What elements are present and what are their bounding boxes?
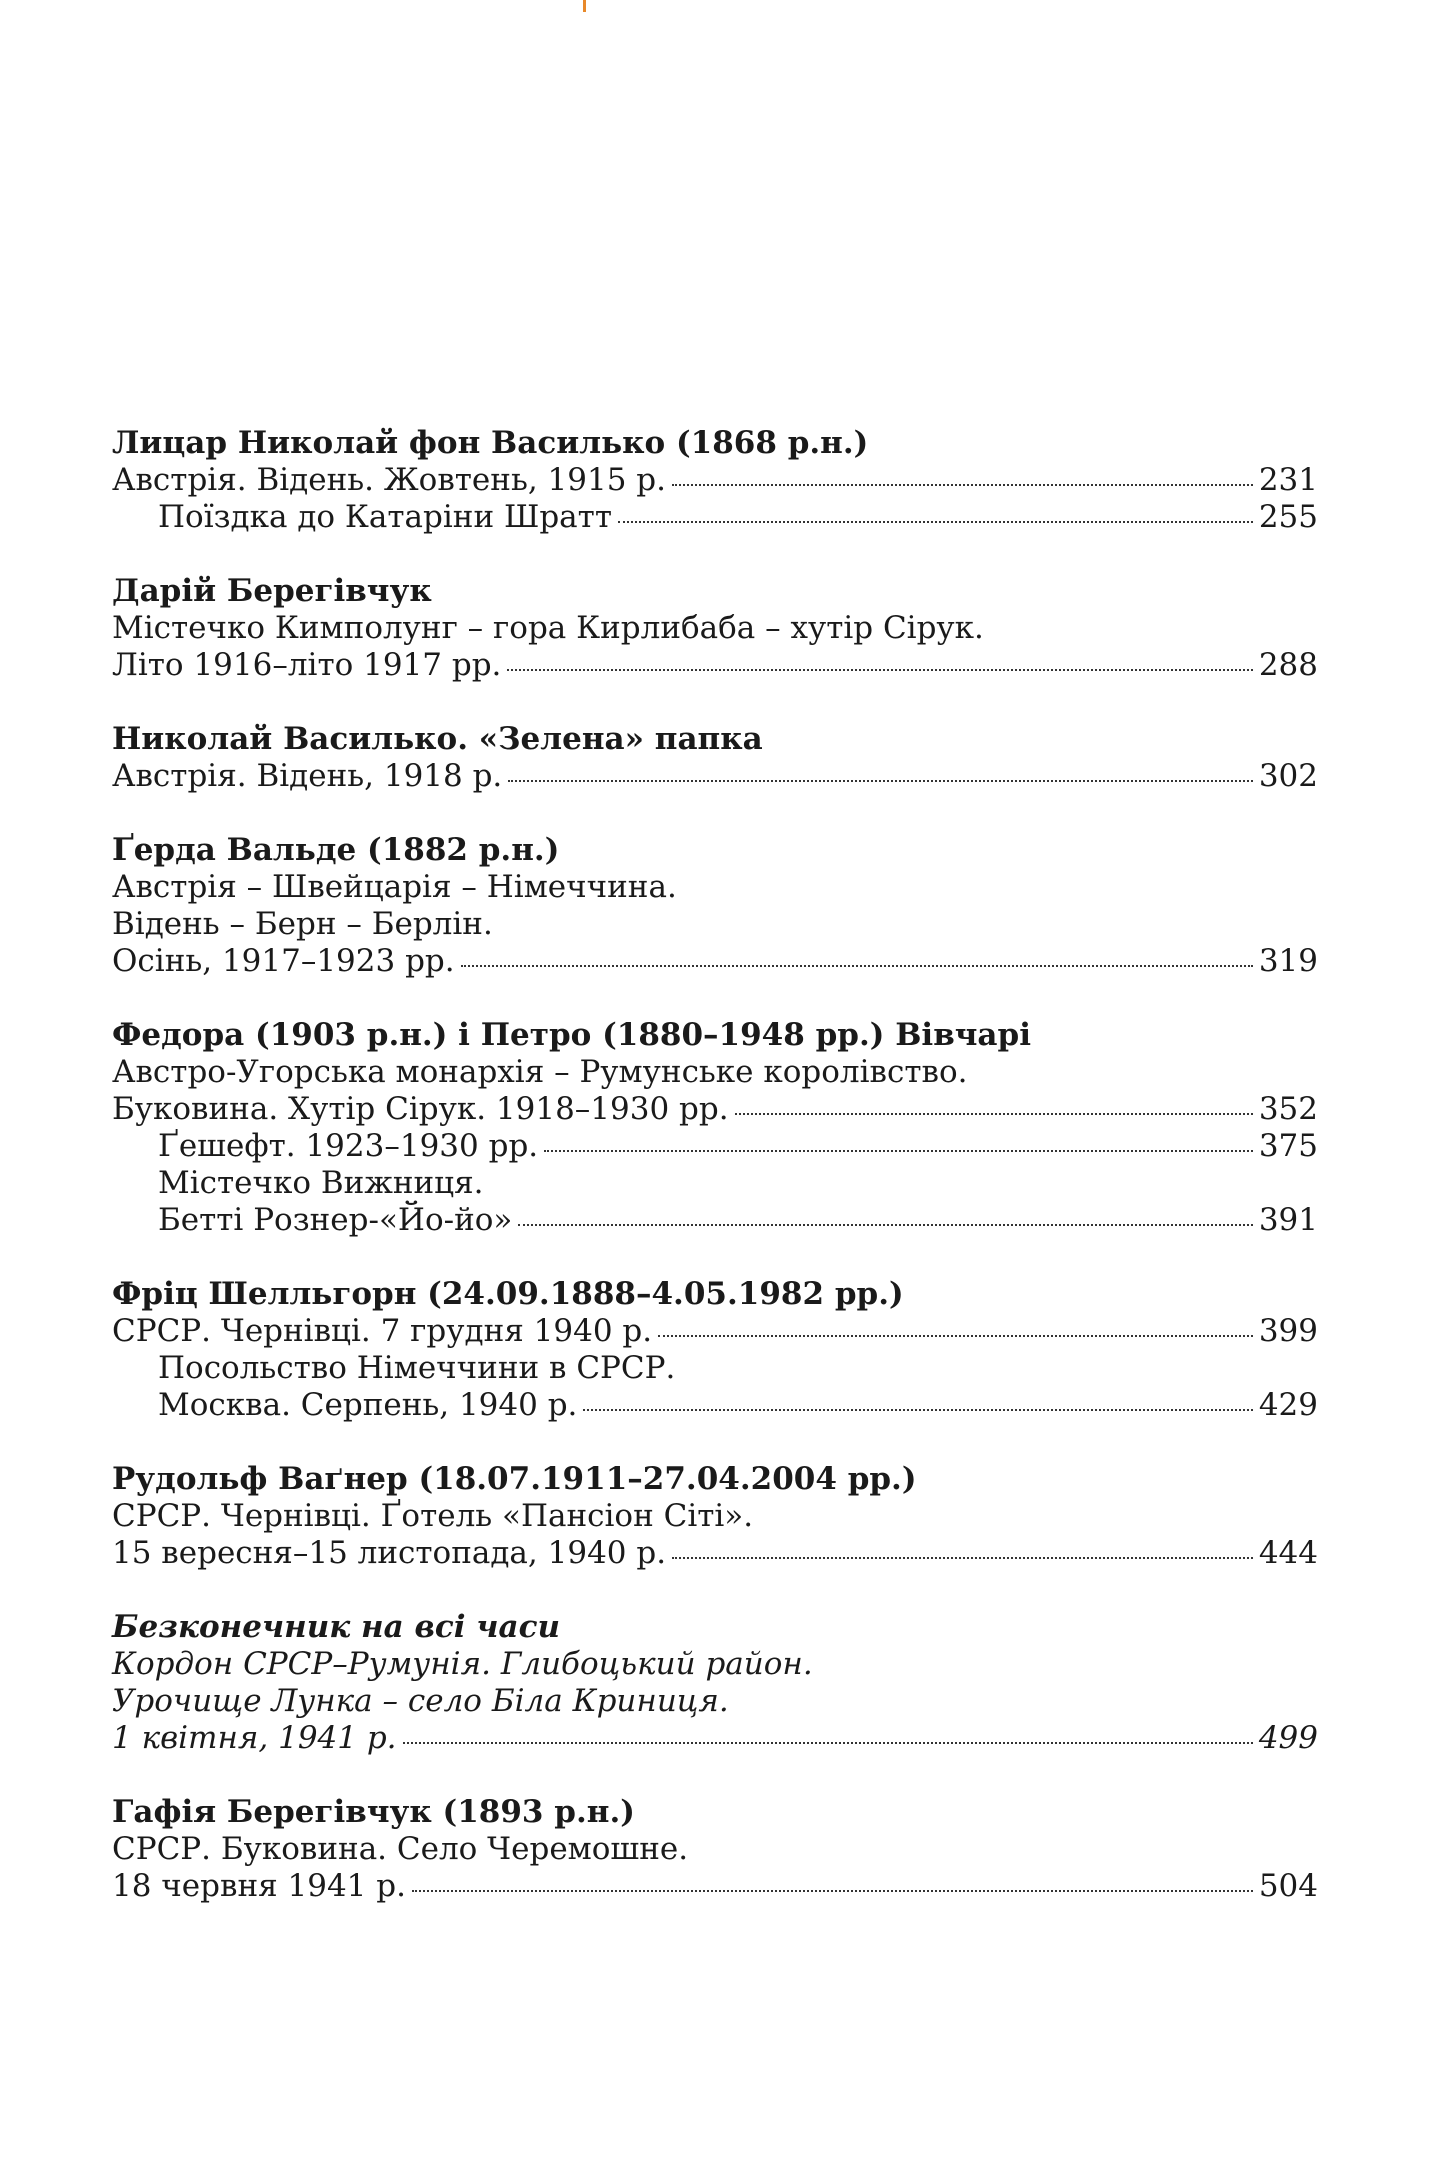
page-number: 399 <box>1258 1313 1318 1349</box>
toc-entry-title: Безконечник на всі часи <box>112 1609 560 1645</box>
orange-page-mark <box>583 0 586 12</box>
toc-line <box>112 1091 1318 1128</box>
toc-line-text: СРСР. Чернівці. Ґотель «Пансіон Сіті». <box>112 1498 754 1534</box>
toc-entry <box>112 1017 1318 1239</box>
dot-leader <box>518 1224 1252 1226</box>
toc-line <box>112 1683 1318 1720</box>
toc-line-text: Бетті Рознер-«Йо-йо» <box>158 1202 513 1238</box>
toc-line <box>112 1720 1318 1757</box>
page-number: 429 <box>1258 1387 1318 1423</box>
toc-entry-title: Федора (1903 р.н.) і Петро (1880–1948 рр.) Вівчарі <box>112 1017 1031 1053</box>
toc-entry <box>112 1794 1318 1905</box>
toc-line <box>112 1498 1318 1535</box>
toc-line <box>112 1831 1318 1868</box>
toc-entry <box>112 425 1318 536</box>
toc-line <box>112 1868 1318 1905</box>
toc-line <box>112 758 1318 795</box>
toc-line <box>112 1165 1318 1202</box>
toc-line <box>112 943 1318 980</box>
toc-entry <box>112 1609 1318 1757</box>
toc-line <box>112 1202 1318 1239</box>
toc-line <box>112 869 1318 906</box>
toc-entry <box>112 832 1318 980</box>
toc-line <box>112 647 1318 684</box>
dot-leader <box>412 1890 1253 1892</box>
toc-line-text: 15 вересня–15 листопада, 1940 р. <box>112 1535 667 1571</box>
dot-leader <box>508 780 1253 782</box>
page-number: 288 <box>1258 647 1318 683</box>
toc-line <box>112 1387 1318 1424</box>
toc-line-text: Літо 1916–літо 1917 рр. <box>112 647 502 683</box>
dot-leader <box>658 1335 1253 1337</box>
toc-entry-title: Гафія Берегівчук (1893 р.н.) <box>112 1794 635 1830</box>
toc-line-text: Осінь, 1917–1923 рр. <box>112 943 455 979</box>
page-number: 352 <box>1258 1091 1318 1127</box>
dot-leader <box>544 1150 1253 1152</box>
page-number: 504 <box>1258 1868 1318 1904</box>
toc-entry <box>112 721 1318 795</box>
dot-leader <box>672 1557 1253 1559</box>
toc-line <box>112 1313 1318 1350</box>
toc-line-text: Австрія. Відень, 1918 р. <box>112 758 503 794</box>
toc-line <box>112 1535 1318 1572</box>
dot-leader <box>507 669 1252 671</box>
toc-line <box>112 1350 1318 1387</box>
toc-line-text: Австрія. Відень. Жовтень, 1915 р. <box>112 462 666 498</box>
toc-line-text: Урочище Лунка – село Біла Криниця. <box>112 1683 729 1719</box>
toc-entry-title: Фріц Шелльгорн (24.09.1888–4.05.1982 рр.) <box>112 1276 904 1312</box>
toc-line-text: Буковина. Хутір Сірук. 1918–1930 рр. <box>112 1091 729 1127</box>
toc-line <box>112 462 1318 499</box>
toc-line-text: 1 квітня, 1941 р. <box>112 1720 397 1756</box>
toc-line-text: Поїздка до Катаріни Шратт <box>158 499 612 535</box>
toc-line-text: Посольство Німеччини в СРСР. <box>158 1350 676 1386</box>
toc-line-text: Відень – Берн – Берлін. <box>112 906 493 942</box>
toc-line-text: Австрія – Швейцарія – Німеччина. <box>112 869 677 905</box>
page-number: 375 <box>1258 1128 1318 1164</box>
toc-line-text: Кордон СРСР–Румунія. Глибоцький район. <box>112 1646 813 1682</box>
page-number: 255 <box>1258 499 1318 535</box>
toc-line-text: СРСР. Чернівці. 7 грудня 1940 р. <box>112 1313 653 1349</box>
dot-leader <box>461 965 1253 967</box>
dot-leader <box>403 1742 1253 1744</box>
toc-line <box>112 499 1318 536</box>
page-number: 302 <box>1258 758 1318 794</box>
toc-entry-title: Рудольф Ваґнер (18.07.1911–27.04.2004 рр.) <box>112 1461 917 1497</box>
dot-leader <box>583 1409 1252 1411</box>
toc-entry <box>112 1461 1318 1572</box>
toc-entry-title: Ґерда Вальде (1882 р.н.) <box>112 832 560 868</box>
toc-line-text: СРСР. Буковина. Село Черемошне. <box>112 1831 689 1867</box>
page-number: 444 <box>1258 1535 1318 1571</box>
toc-entry-title: Николай Василько. «Зелена» папка <box>112 721 763 757</box>
toc-entry <box>112 573 1318 684</box>
toc-line-text: Москва. Серпень, 1940 р. <box>158 1387 578 1423</box>
toc-line <box>112 1054 1318 1091</box>
toc-line <box>112 906 1318 943</box>
dot-leader <box>735 1113 1253 1115</box>
table-of-contents <box>112 425 1318 1905</box>
toc-entry-title: Дарій Берегівчук <box>112 573 432 609</box>
toc-line <box>112 610 1318 647</box>
toc-line <box>112 1128 1318 1165</box>
toc-line-text: 18 червня 1941 р. <box>112 1868 406 1904</box>
toc-line-text: Містечко Вижниця. <box>158 1165 484 1201</box>
dot-leader <box>618 521 1253 523</box>
page-number: 499 <box>1258 1720 1318 1756</box>
toc-entry-title: Лицар Николай фон Василько (1868 р.н.) <box>112 425 869 461</box>
dot-leader <box>672 484 1253 486</box>
toc-line-text: Австро-Угорська монархія – Румунське королівство. <box>112 1054 968 1090</box>
toc-line-text: Містечко Кимполунг – гора Кирлибаба – хутір Сірук. <box>112 610 984 646</box>
toc-entry <box>112 1276 1318 1424</box>
toc-line-text: Ґешефт. 1923–1930 рр. <box>158 1128 539 1164</box>
toc-line <box>112 1646 1318 1683</box>
page-number: 391 <box>1258 1202 1318 1238</box>
page-number: 319 <box>1258 943 1318 979</box>
page-number: 231 <box>1258 462 1318 498</box>
